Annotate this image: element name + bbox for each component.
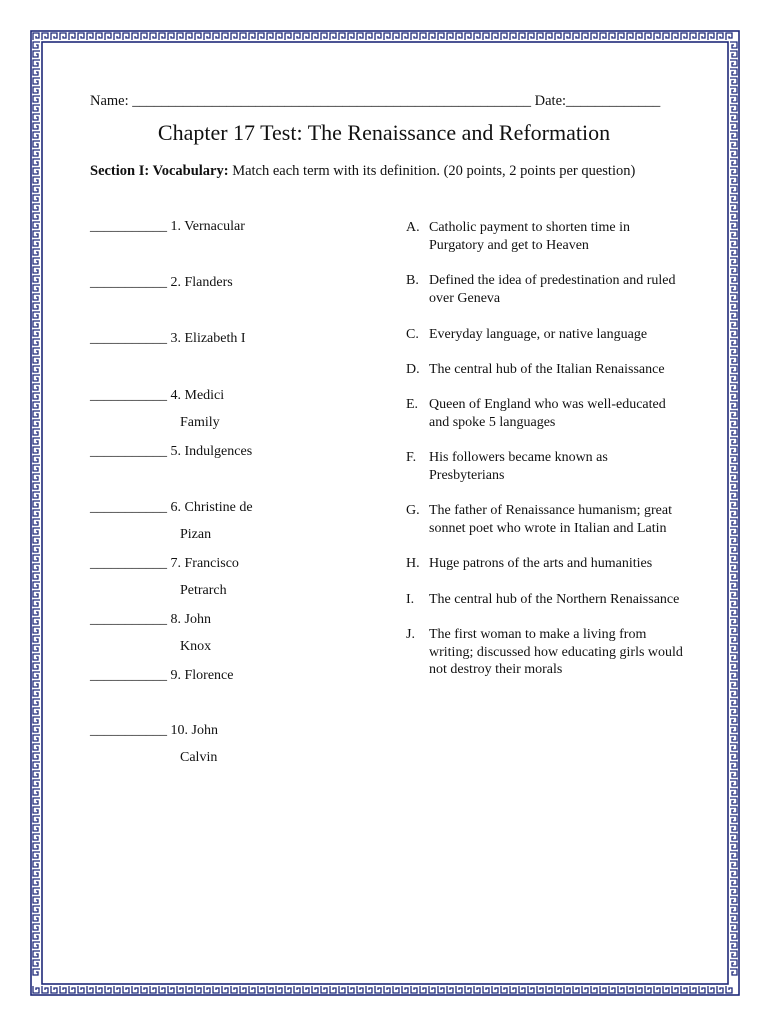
term-3 (90, 331, 246, 347)
term-continuation: Calvin (180, 750, 218, 765)
definition-letter: H. (406, 556, 420, 571)
definition-text: Huge patrons of the arts and humanities (429, 556, 653, 571)
definition-text: Everyday language, or native language (429, 327, 648, 342)
term-text: ___________ 4. Medici (90, 388, 225, 403)
term-6 (90, 500, 253, 543)
definition-c (406, 326, 686, 344)
definition-text: The central hub of the Italian Renaissance (429, 362, 665, 377)
definition-text: Queen of England who was well-educated and spoke 5 languages (429, 397, 666, 430)
definition-text: Defined the idea of predestination and ruled over Geneva (429, 273, 676, 306)
term-continuation: Pizan (180, 527, 212, 542)
definition-letter: I. (406, 592, 415, 607)
term-2 (90, 275, 233, 291)
definition-f (406, 449, 686, 484)
definition-text: The father of Renaissance humanism; great sonnet poet who wrote in Italian and Latin (429, 503, 672, 536)
definition-e (406, 396, 686, 431)
definition-letter: F. (406, 450, 417, 465)
section-heading (90, 163, 635, 180)
term-text: ___________ 2. Flanders (90, 275, 233, 290)
term-text: ___________ 3. Elizabeth I (90, 331, 246, 346)
definition-text: The first woman to make a living from writing; discussed how educating girls would not destroy their morals (429, 627, 683, 677)
definition-g (406, 502, 686, 537)
term-9 (90, 668, 233, 684)
definition-letter: C. (406, 327, 419, 342)
term-text: ___________ 1. Vernacular (90, 219, 245, 234)
term-text: ___________ 8. John (90, 612, 211, 627)
term-text: ___________ 10. John (90, 723, 218, 738)
term-7 (90, 556, 239, 599)
definition-h (406, 555, 686, 573)
term-text: ___________ 5. Indulgences (90, 444, 253, 459)
definition-text: Catholic payment to shorten time in Purgatory and get to Heaven (429, 220, 631, 253)
definition-j (406, 626, 686, 679)
term-1 (90, 219, 245, 235)
definition-a (406, 219, 686, 254)
section-instructions: Match each term with its definition. (20 points, 2 points per question) (228, 163, 636, 179)
term-text: ___________ 7. Francisco (90, 556, 239, 571)
term-5 (90, 444, 252, 460)
definition-b (406, 272, 686, 307)
term-8 (90, 612, 211, 655)
definition-d (406, 361, 686, 379)
term-4 (90, 388, 224, 431)
term-text: ___________ 9. Florence (90, 668, 234, 683)
definition-text: His followers became known as Presbyterians (429, 450, 608, 483)
section-label: Section I: Vocabulary: (90, 163, 229, 179)
definition-letter: B. (406, 273, 419, 288)
definition-letter: G. (406, 503, 420, 518)
page-title: Chapter 17 Test: The Renaissance and Reformation (157, 120, 611, 145)
definition-letter: D. (406, 362, 420, 377)
definition-letter: A. (406, 220, 420, 235)
term-continuation: Family (180, 415, 220, 430)
name-date-line: Name: _______________________________________________________ Date:_____________ (90, 93, 661, 109)
definition-text: The central hub of the Northern Renaissance (429, 592, 680, 607)
term-10 (90, 723, 218, 766)
definition-i (406, 591, 686, 609)
term-continuation: Petrarch (180, 583, 227, 598)
term-continuation: Knox (180, 639, 212, 654)
definition-letter: E. (406, 397, 419, 412)
term-text: ___________ 6. Christine de (90, 500, 253, 515)
definition-letter: J. (406, 627, 415, 642)
